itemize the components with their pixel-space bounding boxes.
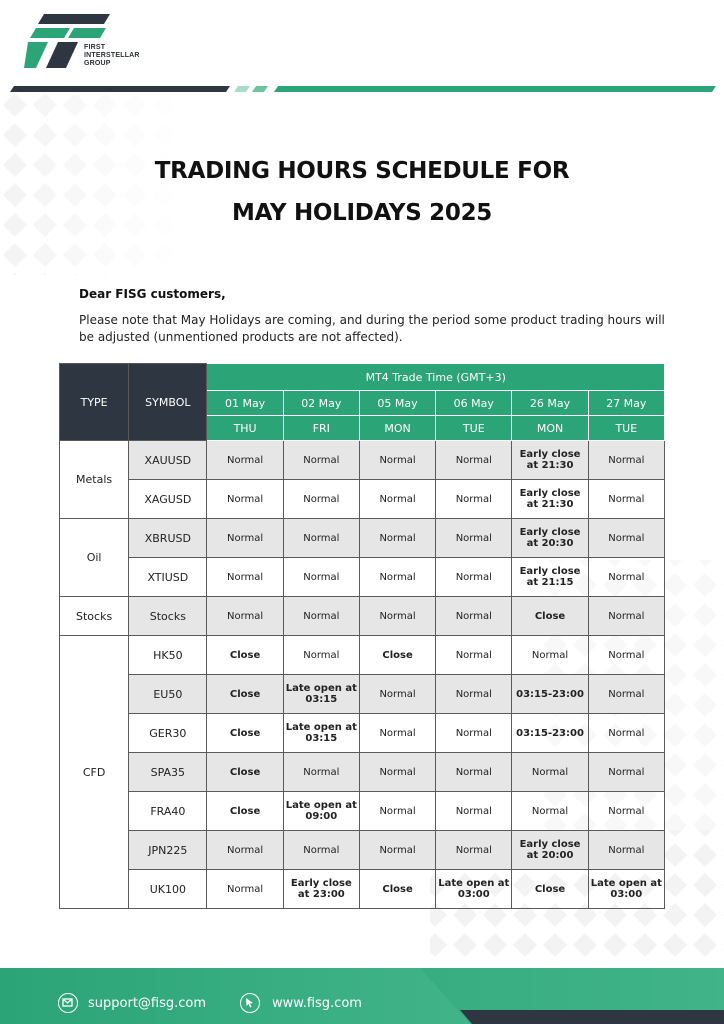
schedule-cell: Normal bbox=[588, 519, 664, 558]
date-header: 01 May bbox=[207, 391, 283, 416]
schedule-cell: Normal bbox=[588, 480, 664, 519]
schedule-cell: Normal bbox=[207, 441, 283, 480]
schedule-cell: Normal bbox=[588, 675, 664, 714]
schedule-cell: Normal bbox=[588, 753, 664, 792]
type-cell: Oil bbox=[60, 519, 129, 597]
weekday-header: MON bbox=[512, 416, 588, 441]
schedule-cell: Normal bbox=[207, 558, 283, 597]
schedule-cell: Normal bbox=[436, 519, 512, 558]
schedule-cell: Normal bbox=[359, 792, 435, 831]
schedule-cell: Normal bbox=[359, 558, 435, 597]
schedule-cell: Early close at 21:30 bbox=[512, 441, 588, 480]
schedule-cell: Normal bbox=[588, 558, 664, 597]
table-row bbox=[60, 636, 665, 675]
symbol-cell: HK50 bbox=[129, 636, 207, 675]
schedule-cell: Normal bbox=[512, 792, 588, 831]
table-row bbox=[60, 870, 665, 909]
schedule-cell: Normal bbox=[512, 753, 588, 792]
type-cell: Metals bbox=[60, 441, 129, 519]
schedule-cell: Early close at 20:30 bbox=[512, 519, 588, 558]
title-line-2: MAY HOLIDAYS 2025 bbox=[232, 200, 492, 226]
schedule-cell: Normal bbox=[588, 714, 664, 753]
schedule-cell: Normal bbox=[588, 441, 664, 480]
table-row bbox=[60, 714, 665, 753]
schedule-cell: Early close at 20:00 bbox=[512, 831, 588, 870]
schedule-cell: Close bbox=[512, 870, 588, 909]
schedule-cell: Late open at 03:00 bbox=[436, 870, 512, 909]
symbol-cell: JPN225 bbox=[129, 831, 207, 870]
schedule-cell: Normal bbox=[207, 480, 283, 519]
table-row bbox=[60, 558, 665, 597]
table-row bbox=[60, 675, 665, 714]
intro-paragraph: Please note that May Holidays are coming, and during the period some product trading hours will be adjusted (unmentioned products are not affected). bbox=[79, 313, 665, 344]
schedule-cell: Normal bbox=[588, 792, 664, 831]
schedule-cell: Normal bbox=[436, 792, 512, 831]
schedule-cell: Early close at 21:15 bbox=[512, 558, 588, 597]
title-line-1: TRADING HOURS SCHEDULE FOR bbox=[154, 158, 570, 184]
weekday-header: FRI bbox=[283, 416, 359, 441]
schedule-cell: Close bbox=[207, 714, 283, 753]
date-header: 26 May bbox=[512, 391, 588, 416]
schedule-cell: Normal bbox=[359, 480, 435, 519]
symbol-cell: XAGUSD bbox=[129, 480, 207, 519]
schedule-cell: Close bbox=[359, 636, 435, 675]
schedule-cell: Close bbox=[359, 870, 435, 909]
symbol-cell: XAUUSD bbox=[129, 441, 207, 480]
symbol-cell: XTIUSD bbox=[129, 558, 207, 597]
weekday-header: TUE bbox=[436, 416, 512, 441]
schedule-cell: Late open at 03:15 bbox=[283, 675, 359, 714]
trading-hours-table bbox=[59, 363, 665, 909]
schedule-cell: Close bbox=[512, 597, 588, 636]
date-header: 06 May bbox=[436, 391, 512, 416]
schedule-cell: 03:15-23:00 bbox=[512, 714, 588, 753]
schedule-cell: Late open at 03:15 bbox=[283, 714, 359, 753]
type-header: TYPE bbox=[60, 364, 129, 441]
date-header: 27 May bbox=[588, 391, 664, 416]
schedule-cell: Normal bbox=[283, 480, 359, 519]
schedule-cell: Normal bbox=[436, 480, 512, 519]
schedule-cell: Normal bbox=[207, 831, 283, 870]
weekday-header: MON bbox=[359, 416, 435, 441]
schedule-cell: Normal bbox=[359, 831, 435, 870]
type-cell: CFD bbox=[60, 636, 129, 909]
schedule-cell: Normal bbox=[283, 636, 359, 675]
schedule-cell: Normal bbox=[436, 558, 512, 597]
page-title bbox=[0, 150, 724, 234]
table-row bbox=[60, 480, 665, 519]
table-row bbox=[60, 792, 665, 831]
schedule-cell: Normal bbox=[588, 597, 664, 636]
schedule-cell: Normal bbox=[359, 675, 435, 714]
schedule-cell: Normal bbox=[283, 519, 359, 558]
schedule-cell: Normal bbox=[359, 519, 435, 558]
schedule-cell: Normal bbox=[512, 636, 588, 675]
schedule-cell: Normal bbox=[436, 441, 512, 480]
mail-icon bbox=[58, 993, 78, 1013]
symbol-cell: FRA40 bbox=[129, 792, 207, 831]
schedule-cell: Normal bbox=[436, 753, 512, 792]
schedule-cell: Normal bbox=[359, 441, 435, 480]
schedule-cell: Normal bbox=[436, 597, 512, 636]
schedule-cell: Normal bbox=[283, 597, 359, 636]
schedule-cell: Normal bbox=[283, 753, 359, 792]
table-row bbox=[60, 519, 665, 558]
website-link[interactable]: www.fisg.com bbox=[272, 996, 362, 1011]
table-row bbox=[60, 597, 665, 636]
schedule-cell: Normal bbox=[359, 714, 435, 753]
logo-text: FIRST INTERSTELLAR GROUP bbox=[84, 44, 140, 67]
date-header: 02 May bbox=[283, 391, 359, 416]
symbol-cell: EU50 bbox=[129, 675, 207, 714]
schedule-cell: Normal bbox=[283, 558, 359, 597]
schedule-cell: Late open at 03:00 bbox=[588, 870, 664, 909]
schedule-cell: Late open at 09:00 bbox=[283, 792, 359, 831]
date-header: 05 May bbox=[359, 391, 435, 416]
schedule-cell: Normal bbox=[283, 831, 359, 870]
table-row bbox=[60, 441, 665, 480]
symbol-cell: UK100 bbox=[129, 870, 207, 909]
schedule-cell: Normal bbox=[588, 831, 664, 870]
schedule-cell: Normal bbox=[283, 441, 359, 480]
cursor-icon bbox=[240, 993, 260, 1013]
schedule-cell: Close bbox=[207, 675, 283, 714]
schedule-cell: Normal bbox=[436, 831, 512, 870]
trade-time-header: MT4 Trade Time (GMT+3) bbox=[207, 364, 665, 391]
schedule-cell: Normal bbox=[207, 597, 283, 636]
symbol-header: SYMBOL bbox=[129, 364, 207, 441]
schedule-cell: Early close at 21:30 bbox=[512, 480, 588, 519]
schedule-cell: Normal bbox=[436, 675, 512, 714]
schedule-cell: Normal bbox=[436, 636, 512, 675]
schedule-cell: Normal bbox=[588, 636, 664, 675]
schedule-cell: Normal bbox=[436, 714, 512, 753]
schedule-cell: Close bbox=[207, 753, 283, 792]
symbol-cell: XBRUSD bbox=[129, 519, 207, 558]
schedule-cell: Normal bbox=[207, 870, 283, 909]
weekday-header: TUE bbox=[588, 416, 664, 441]
header-divider-bar bbox=[0, 86, 724, 94]
support-email-link[interactable]: support@fisg.com bbox=[88, 996, 207, 1011]
schedule-cell: Close bbox=[207, 792, 283, 831]
schedule-cell: Normal bbox=[359, 597, 435, 636]
symbol-cell: SPA35 bbox=[129, 753, 207, 792]
schedule-cell: Normal bbox=[359, 753, 435, 792]
schedule-cell: 03:15-23:00 bbox=[512, 675, 588, 714]
symbol-cell: GER30 bbox=[129, 714, 207, 753]
weekday-header: THU bbox=[207, 416, 283, 441]
schedule-cell: Close bbox=[207, 636, 283, 675]
symbol-cell: Stocks bbox=[129, 597, 207, 636]
table-row bbox=[60, 831, 665, 870]
type-cell: Stocks bbox=[60, 597, 129, 636]
schedule-cell: Normal bbox=[207, 519, 283, 558]
table-row bbox=[60, 753, 665, 792]
footer-bar bbox=[0, 958, 724, 1024]
schedule-cell: Early close at 23:00 bbox=[283, 870, 359, 909]
greeting: Dear FISG customers, bbox=[79, 287, 226, 301]
